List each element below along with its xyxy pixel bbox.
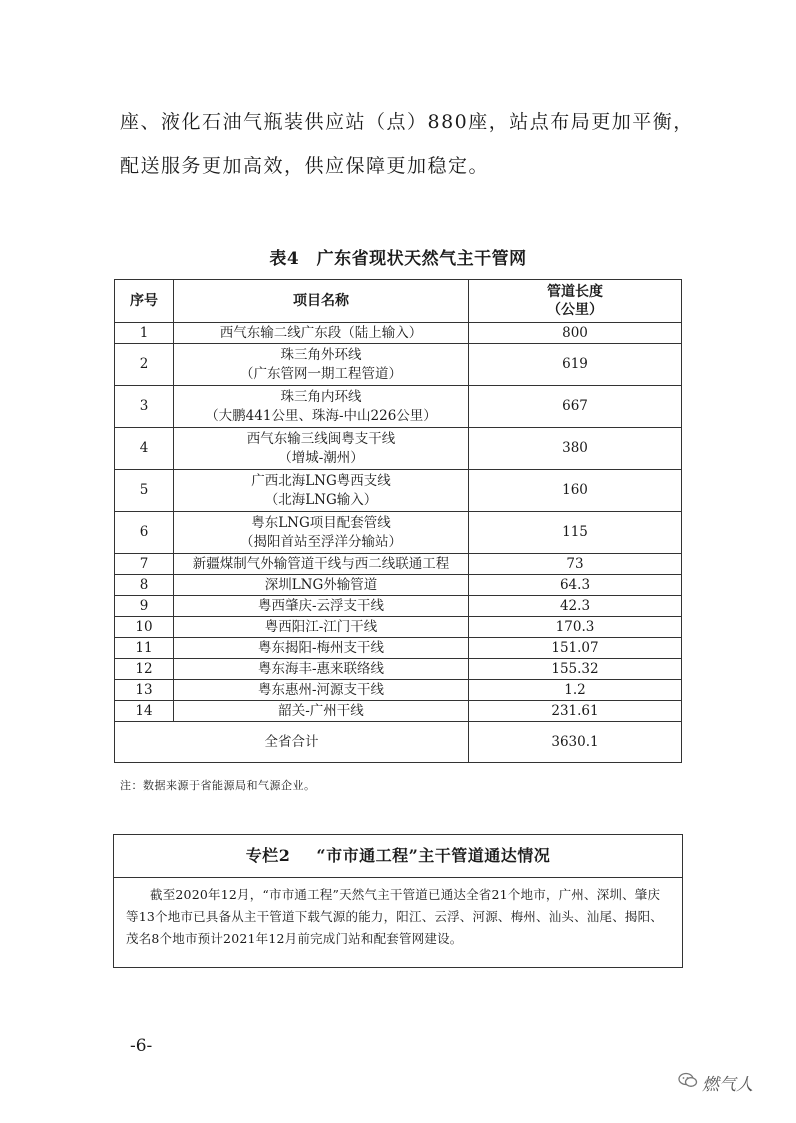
row-length: 160 [469, 470, 682, 512]
row-name-line: 粤东LNG项目配套管线 [251, 514, 391, 531]
table-row [115, 512, 682, 554]
row-name-line: （揭阳首站至浮洋分输站） [240, 533, 402, 550]
table-row [115, 554, 682, 575]
row-seq: 6 [115, 512, 174, 554]
row-name-line: 广西北海LNG粤西支线 [251, 472, 391, 489]
row-name [174, 575, 469, 596]
table-row [115, 680, 682, 701]
row-name-line: 粤东惠州-河源支干线 [257, 681, 385, 698]
table-row [115, 659, 682, 680]
row-name [174, 323, 469, 344]
row-name-line: 粤西阳江-江门干线 [264, 618, 378, 635]
row-name-line: （北海LNG输入） [264, 491, 378, 508]
table-row [115, 323, 682, 344]
table-total-row [115, 722, 682, 763]
paragraph-line-2: 配送服务更加高效，供应保障更加稳定。 [120, 155, 490, 177]
row-length: 73 [469, 554, 682, 575]
row-name-line: 珠三角内环线 [280, 388, 362, 405]
table-row [115, 344, 682, 386]
row-length: 170.3 [469, 617, 682, 638]
table-row [115, 428, 682, 470]
row-name-line: 粤东海丰-惠来联络线 [257, 660, 385, 677]
row-name [174, 428, 469, 470]
wechat-icon [678, 1072, 698, 1093]
row-seq: 7 [115, 554, 174, 575]
row-name [174, 638, 469, 659]
row-name-line: 珠三角外环线 [280, 346, 362, 363]
column-box-label: 专栏2 [245, 846, 291, 865]
row-name-line: （大鹏441公里、珠海-中山226公里） [205, 407, 437, 424]
header-seq: 序号 [115, 280, 174, 323]
row-length: 42.3 [469, 596, 682, 617]
column-box-title: “市市通工程”主干管道通达情况 [316, 846, 551, 865]
row-name [174, 386, 469, 428]
row-seq: 10 [115, 617, 174, 638]
row-seq: 4 [115, 428, 174, 470]
row-seq: 11 [115, 638, 174, 659]
row-name-line: （增城-潮州） [278, 449, 364, 466]
row-seq: 9 [115, 596, 174, 617]
table-row [115, 701, 682, 722]
row-name [174, 596, 469, 617]
row-name-line: 西气东输二线广东段（陆上输入） [219, 324, 423, 341]
row-seq: 14 [115, 701, 174, 722]
table-row [115, 386, 682, 428]
row-name [174, 617, 469, 638]
table-row [115, 575, 682, 596]
row-length: 1.2 [469, 680, 682, 701]
row-length: 155.32 [469, 659, 682, 680]
row-length: 115 [469, 512, 682, 554]
row-seq: 2 [115, 344, 174, 386]
row-length: 231.61 [469, 701, 682, 722]
column-box [113, 834, 683, 968]
row-length: 619 [469, 344, 682, 386]
column-box-body: 截至2020年12月，“市市通工程”天然气主干管道已通达全省21个地市，广州、深圳、肇庆等13个地市已具备从主干管道下载气源的能力，阳江、云浮、河源、梅州、汕头、汕尾、揭阳、茂名8个地市预计2021年12月前完成门站和配套管网建设。 [126, 887, 664, 946]
header-length-line1: 管道长度 [547, 284, 603, 300]
row-seq: 3 [115, 386, 174, 428]
paragraph-line-1: 座、液化石油气瓶装供应站（点）880座，站点布局更加平衡， [120, 111, 694, 133]
row-seq: 5 [115, 470, 174, 512]
row-seq: 13 [115, 680, 174, 701]
row-name [174, 659, 469, 680]
page-number: -6- [130, 1036, 153, 1056]
total-label: 全省合计 [115, 722, 469, 763]
row-length: 667 [469, 386, 682, 428]
row-name-line: （广东管网一期工程管道） [240, 365, 402, 382]
header-length [469, 280, 682, 323]
header-length-line2: （公里） [547, 302, 603, 318]
row-length: 151.07 [469, 638, 682, 659]
row-name-line: 韶关-广州干线 [278, 702, 364, 719]
watermark-text: 燃气人 [702, 1075, 753, 1095]
row-name-line: 西气东输三线闽粤支干线 [246, 430, 396, 447]
row-length: 800 [469, 323, 682, 344]
row-name-line: 粤西肇庆-云浮支干线 [257, 597, 385, 614]
header-name: 项目名称 [174, 280, 469, 323]
row-name [174, 470, 469, 512]
table-row [115, 638, 682, 659]
row-seq: 8 [115, 575, 174, 596]
row-name [174, 680, 469, 701]
table-note: 注：数据来源于省能源局和气源企业。 [120, 779, 316, 792]
row-name-line: 新疆煤制气外输管道干线与西二线联通工程 [192, 555, 450, 572]
pipeline-table [114, 279, 682, 763]
row-name [174, 512, 469, 554]
table-row [115, 617, 682, 638]
intro-paragraph [120, 100, 700, 188]
row-length: 64.3 [469, 575, 682, 596]
total-value: 3630.1 [469, 722, 682, 763]
row-name [174, 344, 469, 386]
row-name-line: 粤东揭阳-梅州支干线 [257, 639, 385, 656]
row-name [174, 554, 469, 575]
row-seq: 12 [115, 659, 174, 680]
table-row [115, 470, 682, 512]
row-name-line: 深圳LNG外输管道 [264, 576, 378, 593]
table-header-row [115, 280, 682, 323]
watermark [678, 1070, 753, 1095]
table-body [115, 323, 682, 763]
row-length: 380 [469, 428, 682, 470]
row-seq: 1 [115, 323, 174, 344]
column-box-header [114, 835, 682, 878]
row-name [174, 701, 469, 722]
table-title: 表4 广东省现状天然气主干管网 [269, 249, 527, 269]
table-row [115, 596, 682, 617]
